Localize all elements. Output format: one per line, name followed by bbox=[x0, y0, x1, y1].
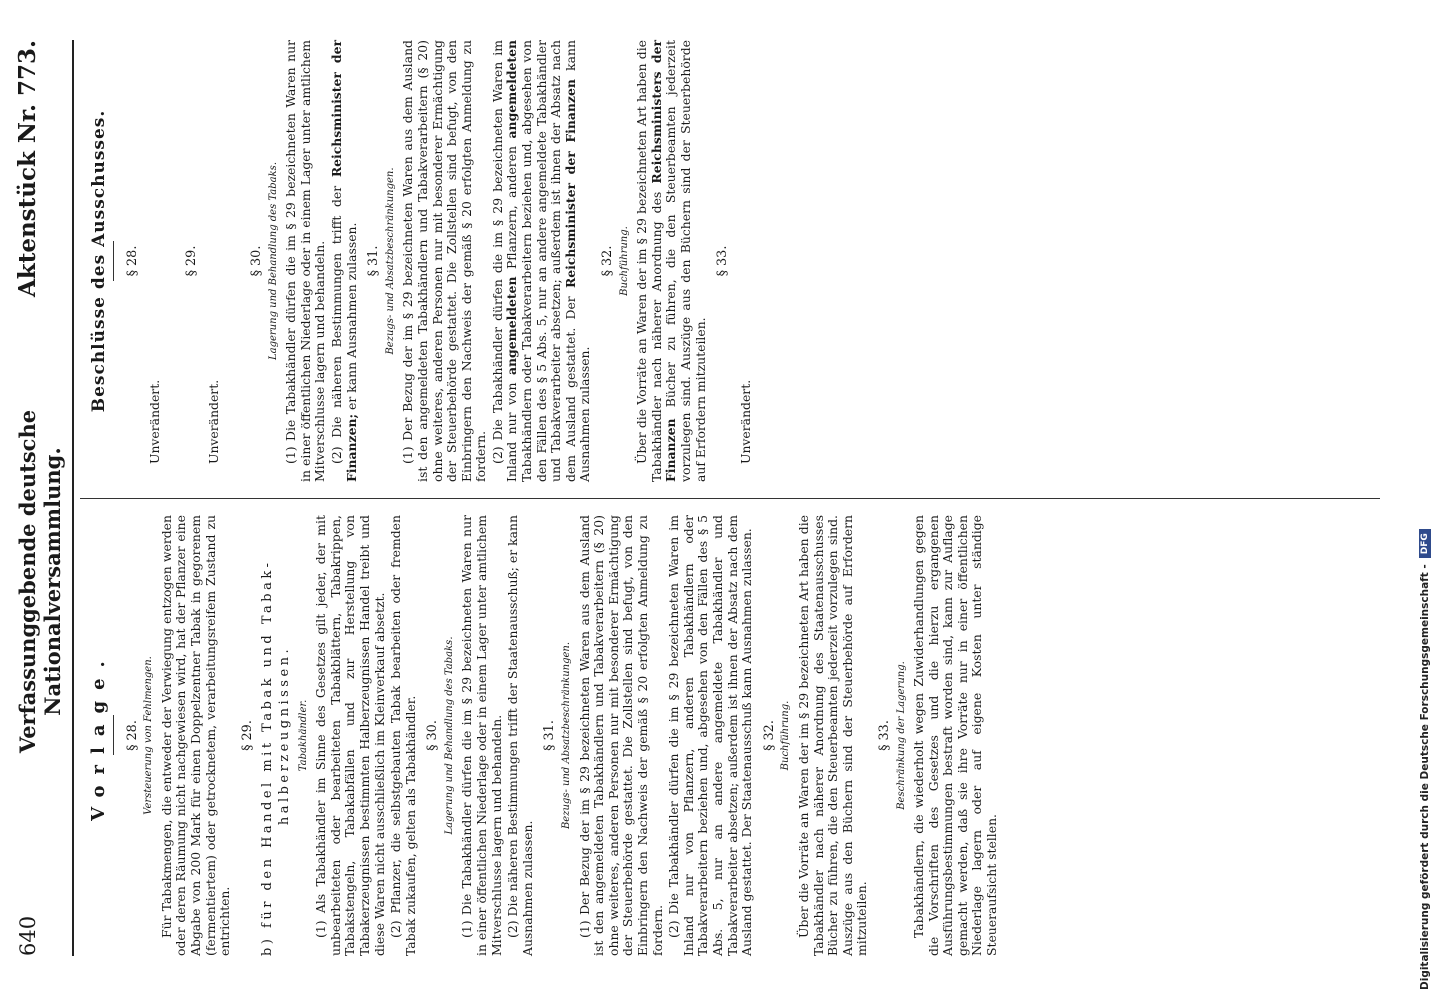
section-text: Für Tabakmengen, die entweder der Verwiegung entzogen werden oder deren Räumung nicht nachgewiesen wird, hat der Pflanzer eine Abgabe von 200 Mark für einen Doppelzentner Tabak in gegorenem (fermentiertem) oder getrocknetem, verarbeitungsreifem Zustand zu entrichten. bbox=[158, 515, 233, 956]
credit-text: Digitalisierung gefördert durch die Deutsche Forschungsgemeinschaft - bbox=[1419, 564, 1431, 990]
column-title-vorlage: Vorlage. bbox=[88, 650, 109, 821]
header-rule bbox=[72, 40, 74, 956]
section-unchanged: Unverändert. bbox=[206, 379, 222, 464]
section-unchanged: Unverändert. bbox=[737, 379, 753, 464]
two-column-body bbox=[80, 40, 1380, 956]
text-run: er kann Ausnahmen zulassen. bbox=[343, 222, 359, 410]
section-number: § 32. bbox=[761, 720, 777, 751]
section-paragraph bbox=[635, 40, 708, 482]
section-number: § 30. bbox=[425, 720, 441, 751]
section-paragraph: (2) Die näheren Bestimmungen trifft der Staatenausschuß; er kann Ausnahmen zulassen. bbox=[505, 515, 535, 956]
section-paragraph: (1) Der Bezug der im § 29 bezeichneten Waren aus dem Ausland ist den angemeldeten Tabakhändlern und Tabakverarbeitern (§ 20) ohne weiteres, anderen Personen nur mit besonderer Ermächtigung der Steuerbehörde gestattet. Die Zollstellen sind befugt, von den Einbringern den Nachweis der gemäß § 20 erfolgten Anmeldung zu fordern. bbox=[576, 515, 665, 956]
section-unchanged: Unverändert. bbox=[147, 379, 163, 464]
section-number: § 33. bbox=[876, 720, 892, 751]
section-caption: Beschränkung der Lagerung. bbox=[895, 661, 907, 810]
section-caption: Tabakhändler. bbox=[297, 699, 309, 772]
subheading: halberzeugnissen. bbox=[276, 645, 292, 826]
section-number: § 29. bbox=[239, 720, 255, 751]
emphasis-text: angemeldeten bbox=[504, 40, 520, 139]
section-number: § 30. bbox=[248, 245, 264, 277]
section-caption: Bezugs- und Absatzbeschränkungen. bbox=[561, 641, 573, 830]
section-paragraph: (1) Die Tabakhändler dürfen die im § 29 bezeichneten Waren nur in einer öffentlichen Niederlage oder in einem Lager unter amtlichem Mitverschlusse lagern und behandeln. bbox=[283, 40, 328, 482]
section-paragraph: (2) Die Tabakhändler dürfen die im § 29 bezeichneten Waren im Inland nur von Pflanzern, anderen Tabakhändlern oder Tabakverarbeitern beziehen und, abgesehen von den Fällen des § 5 Abs. 5, nur an andere angemeldete Tabakhändler und Tabakverarbeiter absetzen; außerdem ist ihnen der Absatz nach dem Ausland gestattet. Der Staatenausschuß kann Ausnahmen zulassen. bbox=[666, 515, 755, 956]
section-paragraph: (1) Als Tabakhändler im Sinne des Gesetzes gilt jeder, der mit unbearbeiteten oder bearbeiteten Tabakblättern, Tabakrippen, Tabakstengeln, Tabakabfällen und zur Herstellung von Tabakerzeugnissen bestimmten Halberzeugnissen Handel treibt und diese Waren nicht ausschließlich im Kleinverkauf absetzt. bbox=[313, 515, 387, 956]
column-beschluesse bbox=[80, 40, 1380, 498]
section-paragraph: Über die Vorräte an Waren der im § 29 bezeichneten Art haben die Tabakhändler nach näherer Anordnung des Staatenausschusses Bücher zu führen, die den Steuerbeamten jederzeit vorzulegen sind. Auszüge aus den Büchern sind der Steuerbehörde auf Erfordern mitzuteilen. bbox=[795, 515, 870, 956]
section-caption: Lagerung und Behandlung des Tabaks. bbox=[443, 636, 455, 835]
emphasis-text: Reichsminister der Finanzen; bbox=[328, 40, 359, 482]
record-reference: Aktenstück Nr. 773. bbox=[14, 40, 41, 298]
emphasis-text: Reichsminister der Finanzen bbox=[562, 79, 578, 289]
section-paragraph bbox=[491, 40, 593, 482]
digitization-credit bbox=[1416, 0, 1434, 990]
section-paragraph: (1) Die Tabakhändler dürfen die im § 29 bezeichneten Waren nur in einer öffentlichen Niederlage oder in einem Lager unter amtlichem Mitverschlusse lagern und behandeln. bbox=[459, 515, 504, 956]
section-number: § 29. bbox=[183, 245, 199, 277]
text-run: Tabakhändlern oder Tabakverarbeitern beziehen und, abgesehen von den Fällen des § 5 Abs. 5, nur an andere angemeldete Tabakhändler und Tabakverarbeiter absetzen; außerdem ist ihnen der Absatz nach dem Ausland gestattet. Der bbox=[519, 40, 578, 482]
section-number: § 28. bbox=[124, 720, 140, 751]
text-run: (2) Die näheren Bestimmungen trifft der bbox=[328, 185, 344, 464]
section-number: § 31. bbox=[366, 245, 382, 277]
section-paragraph: (2) Pflanzer, die selbstgebauten Tabak bearbeiten oder fremden Tabak zukaufen, gelten als Tabakhändler. bbox=[388, 515, 418, 956]
section-number: § 28. bbox=[124, 245, 140, 277]
text-run: Über die Vorräte an Waren der im § 29 bezeichneten Art haben die Tabakhändler nach näherer Anordnung des bbox=[634, 40, 664, 482]
page-number: 640 bbox=[16, 915, 40, 956]
text-run: kann Ausnahmen zulassen. bbox=[562, 40, 593, 482]
title-rule bbox=[113, 241, 114, 281]
column-vorlage bbox=[80, 498, 1380, 956]
title-rule bbox=[113, 716, 114, 756]
emphasis-text: angemeldeten bbox=[504, 276, 520, 375]
section-caption: Versteuerung von Fehlmengen. bbox=[143, 656, 155, 815]
section-paragraph: Tabakhändlern, die wiederholt wegen Zuwiderhandlungen gegen die Vorschriften des Gesetzes und die hierzu ergangenen Ausführungsbestimmungen bestraft worden sind, kann zur Auflage gemacht werden, daß sie ihre Vorräte nur in einer öffentlichen Niederlage lagern oder auf eigene Kosten unter ständige Steueraufsicht stellen. bbox=[911, 515, 1000, 956]
section-caption: Buchführung. bbox=[780, 700, 792, 771]
section-paragraph bbox=[330, 40, 359, 482]
text-run: (2) Die Tabakhändler dürfen die im § 29 bezeichneten Waren im Inland nur von bbox=[489, 40, 520, 482]
subheading: b) für den Handel mit Tabak und Tabak- bbox=[260, 559, 276, 956]
section-caption: Bezugs- und Absatzbeschränkungen. bbox=[384, 167, 396, 355]
section-number: § 31. bbox=[542, 720, 558, 751]
section-number: § 33. bbox=[715, 245, 731, 277]
page-header bbox=[14, 40, 72, 956]
section-caption: Lagerung und Behandlung des Tabaks. bbox=[267, 162, 279, 361]
dfg-logo: DFG bbox=[1419, 529, 1431, 558]
section-caption: Buchführung. bbox=[618, 226, 630, 296]
running-title: Verfassunggebende deutsche Nationalversammlung. bbox=[15, 409, 65, 754]
column-title-beschluesse: Beschlüsse des Ausschusses. bbox=[89, 109, 109, 413]
text-run: Bücher zu führen, die den Steuerbeamten jederzeit vorzulegen sind. Auszüge aus den Büchern sind der Steuerbehörde auf Erfordern mitzuteilen. bbox=[663, 40, 708, 482]
emphasis-text: Reichsministers der Finanzen bbox=[648, 40, 679, 482]
text-run: Pflanzern, anderen bbox=[504, 145, 520, 270]
section-paragraph: (1) Der Bezug der im § 29 bezeichneten Waren aus dem Ausland ist den angemeldeten Tabakhändlern und Tabakverarbeitern (§ 20) ohne weiteres, anderen Personen nur mit besonderer Ermächtigung der Steuerbehörde gestattet. Die Zollstellen sind befugt, von den Einbringern den Nachweis der gemäß § 20 erfolgten Anmeldung zu fordern. bbox=[400, 40, 489, 482]
section-number: § 32. bbox=[600, 245, 616, 277]
